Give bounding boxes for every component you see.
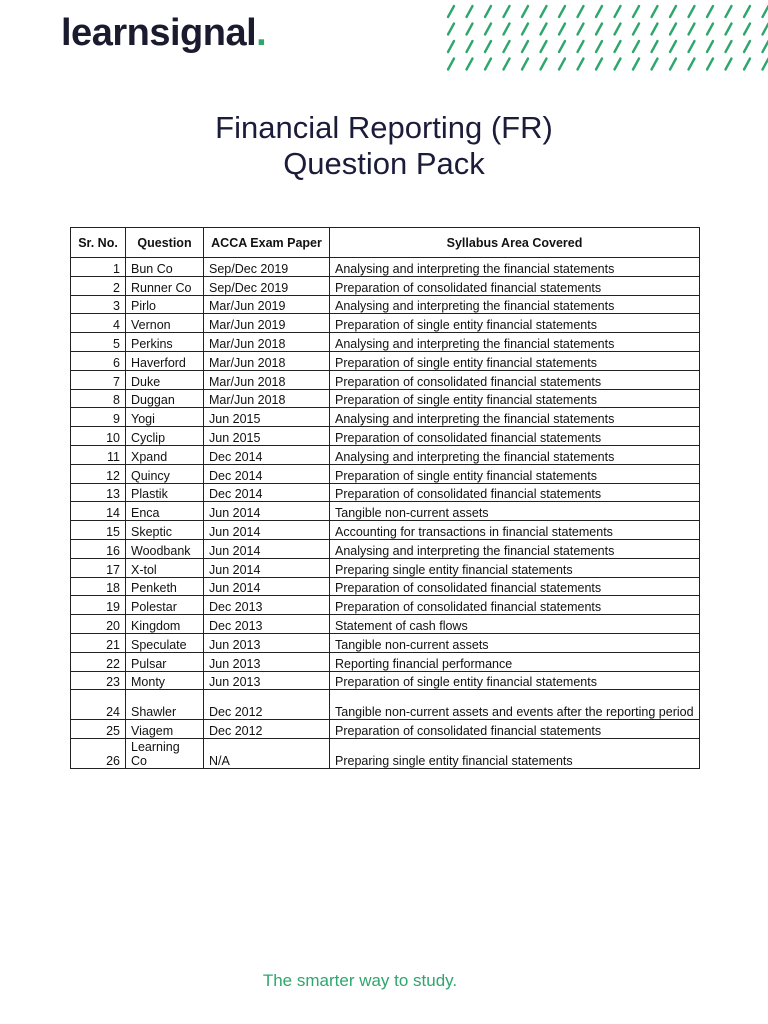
pattern-slash — [689, 24, 695, 35]
cell-sr-no: 26 — [71, 739, 126, 769]
pattern-slash — [504, 24, 510, 35]
cell-sr-no: 16 — [71, 539, 126, 558]
pattern-slash — [633, 41, 639, 52]
pattern-slash — [689, 59, 695, 70]
cell-syllabus: Tangible non-current assets — [330, 633, 700, 652]
cell-sr-no: 13 — [71, 483, 126, 502]
cell-exam-paper: Sep/Dec 2019 — [204, 258, 330, 277]
table-row — [71, 370, 700, 389]
cell-question: Monty — [126, 671, 204, 690]
cell-question: Woodbank — [126, 539, 204, 558]
cell-exam-paper: Jun 2014 — [204, 558, 330, 577]
table-row — [71, 258, 700, 277]
cell-syllabus: Analysing and interpreting the financial statements — [330, 539, 700, 558]
table-row — [71, 633, 700, 652]
pattern-slash — [689, 6, 695, 17]
cell-exam-paper: Jun 2014 — [204, 539, 330, 558]
document-title — [0, 110, 768, 182]
pattern-slash — [763, 6, 768, 17]
pattern-slash — [578, 24, 584, 35]
cell-sr-no: 24 — [71, 690, 126, 720]
cell-exam-paper: Jun 2014 — [204, 577, 330, 596]
cell-syllabus: Preparation of single entity financial statements — [330, 671, 700, 690]
cell-syllabus: Analysing and interpreting the financial statements — [330, 333, 700, 352]
cell-syllabus: Preparing single entity financial statements — [330, 558, 700, 577]
cell-exam-paper: Jun 2015 — [204, 408, 330, 427]
pattern-slash — [670, 59, 676, 70]
pattern-slash — [467, 59, 473, 70]
pattern-slash — [726, 41, 732, 52]
cell-question: Viagem — [126, 720, 204, 739]
pattern-slash — [726, 59, 732, 70]
cell-sr-no: 1 — [71, 258, 126, 277]
decorative-slash-pattern — [440, 0, 768, 72]
cell-sr-no: 22 — [71, 652, 126, 671]
pattern-slash — [485, 41, 491, 52]
pattern-slash — [578, 6, 584, 17]
cell-question: Polestar — [126, 596, 204, 615]
header-question: Question — [126, 228, 204, 258]
cell-exam-paper: Jun 2014 — [204, 521, 330, 540]
table-row — [71, 558, 700, 577]
pattern-slash — [670, 6, 676, 17]
table-row — [71, 739, 700, 769]
cell-question: Penketh — [126, 577, 204, 596]
cell-sr-no: 19 — [71, 596, 126, 615]
cell-exam-paper: Dec 2012 — [204, 720, 330, 739]
pattern-slash — [763, 24, 768, 35]
cell-syllabus: Preparation of single entity financial statements — [330, 389, 700, 408]
cell-question: Kingdom — [126, 615, 204, 634]
pattern-slash — [615, 41, 621, 52]
pattern-slash — [744, 41, 750, 52]
table-row — [71, 333, 700, 352]
cell-exam-paper: Mar/Jun 2018 — [204, 389, 330, 408]
table-row — [71, 596, 700, 615]
cell-exam-paper: Dec 2014 — [204, 483, 330, 502]
cell-syllabus: Preparing single entity financial statements — [330, 739, 700, 769]
cell-exam-paper: Dec 2012 — [204, 690, 330, 720]
pattern-slash — [615, 6, 621, 17]
pattern-slash — [615, 24, 621, 35]
pattern-slash — [763, 41, 768, 52]
pattern-slash — [559, 24, 565, 35]
cell-question: Bun Co — [126, 258, 204, 277]
table-row — [71, 314, 700, 333]
cell-syllabus: Preparation of consolidated financial statements — [330, 370, 700, 389]
header-syllabus: Syllabus Area Covered — [330, 228, 700, 258]
pattern-slash — [467, 41, 473, 52]
cell-question: Plastik — [126, 483, 204, 502]
title-line-2: Question Pack — [283, 146, 485, 181]
cell-syllabus: Preparation of consolidated financial statements — [330, 720, 700, 739]
cell-syllabus: Tangible non-current assets — [330, 502, 700, 521]
cell-sr-no: 17 — [71, 558, 126, 577]
table-row — [71, 521, 700, 540]
table-row — [71, 483, 700, 502]
cell-sr-no: 4 — [71, 314, 126, 333]
pattern-slash — [633, 59, 639, 70]
cell-question: Haverford — [126, 351, 204, 370]
table-row — [71, 615, 700, 634]
pattern-slash — [652, 59, 658, 70]
pattern-slash — [744, 24, 750, 35]
pattern-slash — [707, 24, 713, 35]
cell-exam-paper: Mar/Jun 2018 — [204, 351, 330, 370]
cell-exam-paper: Mar/Jun 2019 — [204, 314, 330, 333]
pattern-slash — [689, 41, 695, 52]
pattern-slash — [652, 6, 658, 17]
pattern-slash — [522, 59, 528, 70]
table-row — [71, 690, 700, 720]
cell-sr-no: 9 — [71, 408, 126, 427]
cell-exam-paper: Jun 2015 — [204, 427, 330, 446]
pattern-slash — [633, 24, 639, 35]
cell-exam-paper: Mar/Jun 2019 — [204, 295, 330, 314]
pattern-slash — [670, 24, 676, 35]
table-row — [71, 539, 700, 558]
pattern-slash — [652, 41, 658, 52]
pattern-slash — [485, 59, 491, 70]
cell-syllabus: Preparation of consolidated financial statements — [330, 596, 700, 615]
cell-syllabus: Preparation of consolidated financial statements — [330, 483, 700, 502]
pattern-slash — [744, 6, 750, 17]
pattern-slash — [504, 6, 510, 17]
pattern-slash — [615, 59, 621, 70]
pattern-slash — [541, 41, 547, 52]
table-row — [71, 502, 700, 521]
cell-exam-paper: N/A — [204, 739, 330, 769]
cell-question: Quincy — [126, 464, 204, 483]
cell-exam-paper: Jun 2014 — [204, 502, 330, 521]
cell-question: Duggan — [126, 389, 204, 408]
cell-syllabus: Analysing and interpreting the financial statements — [330, 408, 700, 427]
cell-question: Pirlo — [126, 295, 204, 314]
cell-question: Pulsar — [126, 652, 204, 671]
pattern-slash — [467, 24, 473, 35]
pattern-slash — [541, 24, 547, 35]
cell-question: Enca — [126, 502, 204, 521]
cell-sr-no: 10 — [71, 427, 126, 446]
cell-sr-no: 5 — [71, 333, 126, 352]
pattern-slash — [670, 41, 676, 52]
pattern-slash — [467, 6, 473, 17]
pattern-slash — [448, 24, 454, 35]
pattern-slash — [485, 6, 491, 17]
cell-exam-paper: Sep/Dec 2019 — [204, 276, 330, 295]
pattern-slash — [522, 41, 528, 52]
table-row — [71, 276, 700, 295]
table-row — [71, 671, 700, 690]
pattern-slash — [522, 24, 528, 35]
header-exam-paper: ACCA Exam Paper — [204, 228, 330, 258]
cell-syllabus: Preparation of single entity financial statements — [330, 314, 700, 333]
table-row — [71, 577, 700, 596]
table-row — [71, 720, 700, 739]
cell-syllabus: Preparation of consolidated financial statements — [330, 427, 700, 446]
cell-question: Runner Co — [126, 276, 204, 295]
cell-question: Speculate — [126, 633, 204, 652]
pattern-slash — [596, 6, 602, 17]
cell-question: Shawler — [126, 690, 204, 720]
cell-question: Learning Co — [126, 739, 204, 769]
cell-syllabus: Preparation of consolidated financial statements — [330, 276, 700, 295]
cell-sr-no: 20 — [71, 615, 126, 634]
pattern-slash — [707, 41, 713, 52]
cell-syllabus: Analysing and interpreting the financial statements — [330, 258, 700, 277]
cell-question: Cyclip — [126, 427, 204, 446]
cell-exam-paper: Dec 2014 — [204, 464, 330, 483]
pattern-slash — [578, 41, 584, 52]
pattern-slash — [522, 6, 528, 17]
cell-sr-no: 21 — [71, 633, 126, 652]
table-row — [71, 389, 700, 408]
pattern-slash — [541, 6, 547, 17]
pattern-slash — [652, 24, 658, 35]
cell-exam-paper: Mar/Jun 2018 — [204, 370, 330, 389]
pattern-slash — [763, 59, 768, 70]
title-line-1: Financial Reporting (FR) — [215, 110, 553, 145]
cell-question: Vernon — [126, 314, 204, 333]
table-row — [71, 295, 700, 314]
pattern-slash — [504, 59, 510, 70]
pattern-slash — [448, 6, 454, 17]
cell-syllabus: Analysing and interpreting the financial statements — [330, 295, 700, 314]
cell-syllabus: Reporting financial performance — [330, 652, 700, 671]
cell-sr-no: 11 — [71, 445, 126, 464]
cell-exam-paper: Mar/Jun 2018 — [204, 333, 330, 352]
cell-exam-paper: Jun 2013 — [204, 633, 330, 652]
cell-exam-paper: Jun 2013 — [204, 652, 330, 671]
table-header-row — [71, 228, 700, 258]
header-sr-no: Sr. No. — [71, 228, 126, 258]
pattern-slash — [596, 59, 602, 70]
pattern-slash — [633, 6, 639, 17]
cell-sr-no: 18 — [71, 577, 126, 596]
pattern-slash — [485, 24, 491, 35]
cell-sr-no: 12 — [71, 464, 126, 483]
table-body — [71, 258, 700, 769]
cell-exam-paper: Jun 2013 — [204, 671, 330, 690]
pattern-slash — [559, 6, 565, 17]
pattern-slash — [559, 59, 565, 70]
footer-tagline: The smarter way to study. — [262, 971, 458, 990]
cell-sr-no: 25 — [71, 720, 126, 739]
cell-exam-paper: Dec 2013 — [204, 615, 330, 634]
pattern-slash — [596, 41, 602, 52]
cell-sr-no: 7 — [71, 370, 126, 389]
pattern-slash — [744, 59, 750, 70]
cell-sr-no: 23 — [71, 671, 126, 690]
cell-syllabus: Accounting for transactions in financial statements — [330, 521, 700, 540]
logo-dot: . — [256, 12, 267, 54]
logo-text: learnsignal — [61, 12, 257, 54]
cell-question: Skeptic — [126, 521, 204, 540]
cell-exam-paper: Dec 2013 — [204, 596, 330, 615]
cell-sr-no: 6 — [71, 351, 126, 370]
table-row — [71, 445, 700, 464]
cell-syllabus: Preparation of single entity financial statements — [330, 351, 700, 370]
cell-syllabus: Preparation of single entity financial statements — [330, 464, 700, 483]
pattern-slash — [707, 59, 713, 70]
cell-syllabus: Tangible non-current assets and events after the reporting period — [330, 690, 700, 720]
cell-question: Perkins — [126, 333, 204, 352]
table-row — [71, 427, 700, 446]
pattern-slash — [726, 6, 732, 17]
pattern-slash — [504, 41, 510, 52]
cell-question: Duke — [126, 370, 204, 389]
cell-question: X-tol — [126, 558, 204, 577]
question-pack-table — [70, 227, 700, 769]
cell-sr-no: 14 — [71, 502, 126, 521]
cell-syllabus: Statement of cash flows — [330, 615, 700, 634]
learnsignal-logo — [61, 10, 266, 56]
table-row — [71, 408, 700, 427]
pattern-slash — [707, 6, 713, 17]
cell-sr-no: 2 — [71, 276, 126, 295]
pattern-slash — [448, 59, 454, 70]
cell-syllabus: Analysing and interpreting the financial statements — [330, 445, 700, 464]
pattern-slash — [578, 59, 584, 70]
pattern-slash — [559, 41, 565, 52]
table-row — [71, 351, 700, 370]
cell-syllabus: Preparation of consolidated financial statements — [330, 577, 700, 596]
cell-sr-no: 3 — [71, 295, 126, 314]
cell-question: Xpand — [126, 445, 204, 464]
pattern-slash — [596, 24, 602, 35]
cell-question: Yogi — [126, 408, 204, 427]
pattern-slash — [726, 24, 732, 35]
cell-sr-no: 8 — [71, 389, 126, 408]
table-row — [71, 464, 700, 483]
pattern-slash — [448, 41, 454, 52]
table-row — [71, 652, 700, 671]
pattern-slash — [541, 59, 547, 70]
cell-exam-paper: Dec 2014 — [204, 445, 330, 464]
cell-sr-no: 15 — [71, 521, 126, 540]
